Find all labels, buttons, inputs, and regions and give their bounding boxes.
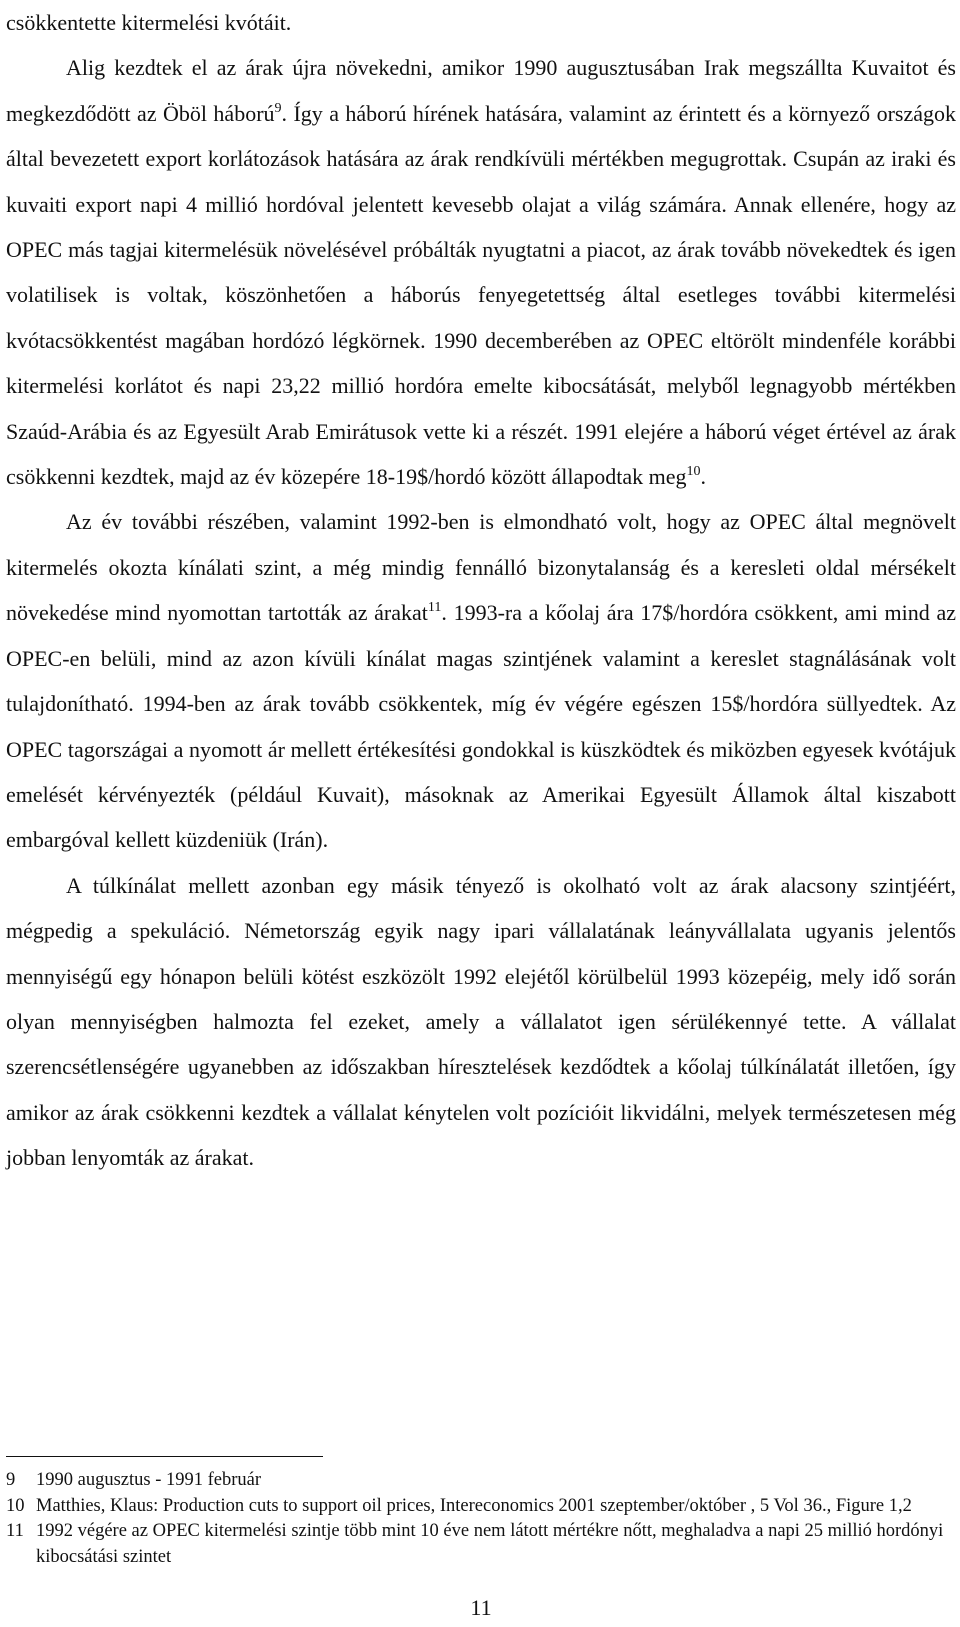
- footnote-number: 11: [6, 1521, 24, 1541]
- footnote-ref-11[interactable]: 11: [427, 600, 442, 616]
- footnote-number: 10: [6, 1495, 25, 1516]
- footnote-ref-9[interactable]: 9: [274, 100, 282, 116]
- paragraph-gulf-war: [6, 45, 956, 499]
- body-text: [6, 0, 956, 1181]
- paragraph-text: . Így a háború hírének hatására, valamint az érintett és a környező országok által bevezetett export korlátozások hatására az árak rendkívüli mértékben megugrottak. Csupán az iraki és kuvaiti export napi 4 millió hordóval jelentett kevesebb olajat a világ számára. Annak ellenére, hogy az OPEC más tagjai kitermelésük növelésével próbálták nyugtatni a piacot, az árak tovább növekedtek és igen volatilisek is voltak, köszönhetően a háborús fenyegetettség által esetleges további kitermelési kvótacsökkentést magában hordózó légkörnek. 1990 decemberében az OPEC eltörölt mindenféle korábbi kitermelési korlátot és napi 23,22 millió hordóra emelte kibocsátását, melyből legnagyobb mértékben Szaúd-Arábia és az Egyesült Arab Emirátusok vette ki a részét. 1991 elejére a háború véget értével az árak csökkenni kezdtek, majd az év közepére 18-19$/hordó között állapodtak meg: [6, 100, 956, 490]
- paragraph-text: . 1993-ra a kőolaj ára 17$/hordóra csökkent, ami mind az OPEC-en belüli, mind az azon kívüli kínálat magas szintjének valamint a kereslet stagnálásának volt tulajdonítható. 1994-ben az árak tovább csökkentek, míg év végére egészen 15$/hordóra süllyedtek. Az OPEC tagországai a nyomott ár mellett értékesítési gondokkal is küszködtek és miközben egyesek kvótájuk emelését kérvényezték (például Kuvait), másoknak az Amerikai Egyesült Államok által kiszabott embargóval kellett küzdeniük (Irán).: [6, 600, 956, 853]
- paragraph-text: Alig kezdtek el az árak újra növekedni, amikor 1990 augusztusában Irak megszállta Kuvaitot és megkezdődött az Öböl háború: [6, 55, 956, 126]
- paragraph-1992: [6, 499, 956, 862]
- paragraph-text: Az év további részében, valamint 1992-ben is elmondható volt, hogy az OPEC által megnövelt kitermelés okozta kínálati szint, a még mindig fennálló bizonytalanság és a keresleti oldal mérsékelt növekedése mind nyomottan tartották az árakat: [6, 509, 956, 626]
- footnotes: [6, 1468, 956, 1570]
- footnote-text: 1990 augusztus - 1991 február: [36, 1470, 262, 1490]
- footnote-11: [6, 1519, 956, 1570]
- paragraph-continuation: [6, 0, 956, 45]
- paragraph-speculation: [6, 863, 956, 1181]
- footnote-text: Matthies, Klaus: Production cuts to support oil prices, Intereconomics 2001 szeptember/október , 5 Vol 36., Figure 1,2: [36, 1495, 912, 1516]
- footnote-10: [6, 1494, 956, 1520]
- paragraph-text: csökkentette kitermelési kvótáit.: [6, 10, 292, 35]
- page-number: 11: [470, 1595, 492, 1620]
- footnote-9: [6, 1468, 956, 1494]
- footnote-separator: [6, 1456, 323, 1457]
- document-page: [6, 0, 956, 1627]
- footnote-text: 1992 végére az OPEC kitermelési szintje több mint 10 éve nem látott mértékre nőtt, meghaladva a napi 25 millió hordónyi kibocsátási szintet: [36, 1521, 944, 1567]
- paragraph-text: A túlkínálat mellett azonban egy másik tényező is okolható volt az árak alacsony szintjéért, mégpedig a spekuláció. Németország egyik nagy ipari vállalatának leányvállalata ugyanis jelentős mennyiségű egy hónapon belüli kötést eszközölt 1992 elejétől körülbelül 1993 közepéig, mely idő során olyan mennyiségben halmozta fel ezeket, amely a vállalatot igen sérülékennyé tette. A vállalat szerencsétlenségére ugyanebben az időszakban híresztelések kezdődtek a kőolaj túlkínálatát illetően, így amikor az árak csökkenni kezdtek a vállalat kénytelen volt pozícióit likvidálni, melyek természetesen még jobban lenyomták az árakat.: [6, 872, 956, 1171]
- footnote-ref-10[interactable]: 10: [686, 464, 701, 480]
- paragraph-text: .: [700, 464, 707, 490]
- footnote-number: 9: [6, 1470, 16, 1490]
